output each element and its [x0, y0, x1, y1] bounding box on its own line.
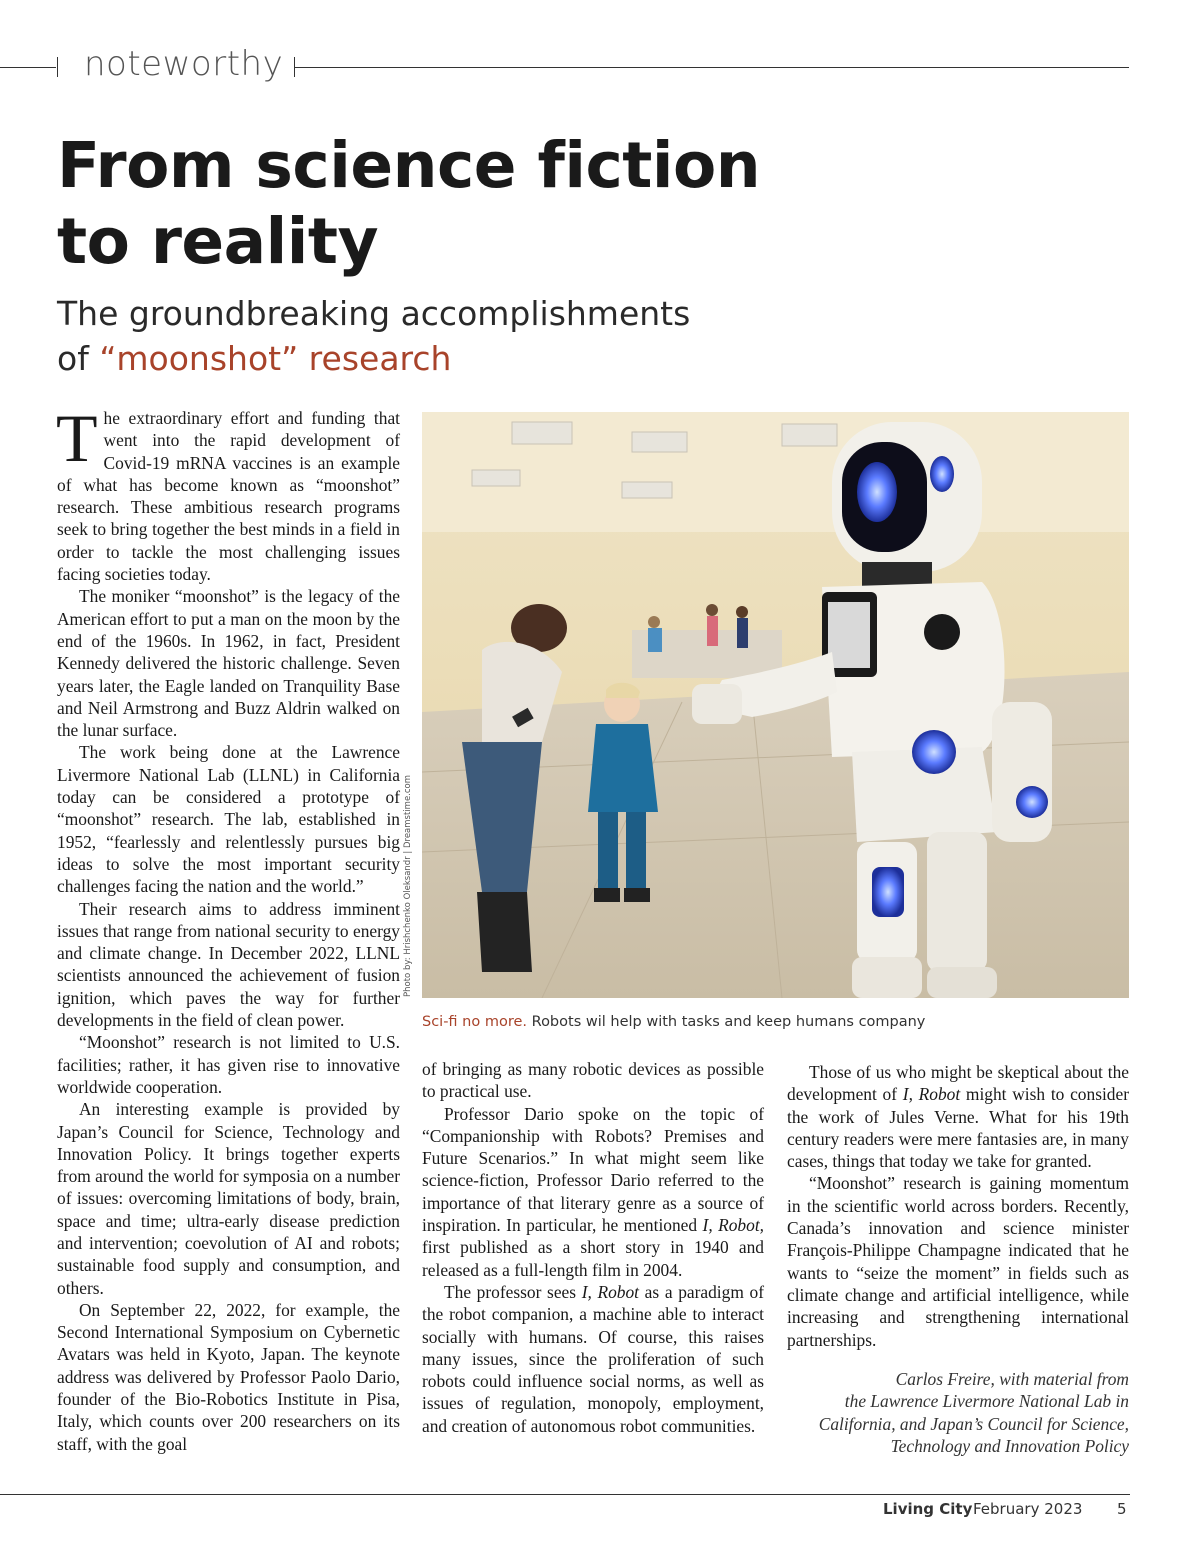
magazine-name: Living City	[883, 1500, 973, 1518]
article-title	[57, 128, 817, 280]
robot-photo	[422, 412, 1129, 998]
paragraph-10-text-a: The professor sees	[444, 1281, 582, 1302]
paragraph-1-text: he extraordinary effort and funding that went into the rapid development of Covid-19 mRNA vaccines is an example of what has become known as “moonshot” research. These ambitious research programs seek to bring together the best minds in a field in order to tackle the most challenging issues facing societies today.	[57, 408, 400, 585]
subtitle-accent: “moonshot” research	[99, 339, 452, 378]
signature-line-2: the Lawrence Livermore National Lab in	[844, 1391, 1129, 1412]
robot-photo-illustration	[422, 412, 1129, 998]
paragraph-6: An interesting example is provided by Japan’s Council for Science, Technology and Innovation Policy. It brings together experts from around the world for symposia on a number of issues: overcoming limitations of body, brain, space and time; ultra-early disease prediction and intervention; coevolution of AI and robots; sustainable food supply and consumption, and others.	[57, 1099, 400, 1298]
paragraph-1	[56, 400, 400, 585]
paragraph-5: “Moonshot” research is not limited to U.S. facilities; rather, it has given rise to innovative worldwide cooperation.	[57, 1032, 400, 1097]
paragraph-10-text-b: as a paradigm of the robot companion, a machine able to interact socially with humans. Of course, this raises many issues, since the proliferation of such robots could influence social norms, as well as issues of regulation, monopoly, employment, and creation of autonomous robot communities.	[422, 1281, 764, 1436]
paragraph-9	[422, 1103, 764, 1281]
issue-date: February 2023	[973, 1500, 1083, 1518]
paragraph-9-text-a: Professor Dario spoke on the topic of “Companionship with Robots? Premises and Future Scenarios.” In what might seem like science-fiction, Professor Dario referred to the importance of that literary genre as a source of inspiration. In particular, he mentioned	[422, 1103, 764, 1236]
footer-rule	[0, 1494, 1130, 1495]
paragraph-4: Their research aims to address imminent issues that range from national security to energy and climate change. In December 2022, LLNL scientists announced the achievement of fusion ignition, which paves the way for further developments in the field of clean power.	[57, 898, 400, 1031]
photo-credit: Photo by: Hrishchenko Oleksandr | Dreamstime.com	[403, 774, 413, 997]
paragraph-11-text-a: Those of us who might be skeptical about the development of	[787, 1062, 1129, 1105]
paragraph-8: of bringing as many robotic devices as possible to practical use.	[422, 1059, 764, 1102]
signature-line-4: Technology and Innovation Policy	[890, 1435, 1129, 1456]
drop-cap: T	[56, 400, 98, 476]
subtitle-prefix: of	[57, 339, 100, 378]
book-title-i-robot: I, Robot	[581, 1281, 640, 1302]
paragraph-11-text-b: might wish to consider the work of Jules Verne. What for his 19th century readers were mere fantasies are, in many cases, things that today we take for granted.	[787, 1084, 1129, 1172]
section-label: noteworthy	[84, 44, 284, 84]
subtitle-line-1: The groundbreaking accomplishments	[57, 294, 691, 333]
article-subtitle	[57, 291, 817, 381]
article-column-2	[422, 1058, 764, 1437]
page-number: 5	[1117, 1500, 1127, 1518]
title-line-1: From science fiction	[57, 129, 761, 202]
section-rule-tick-left	[57, 57, 58, 77]
title-line-2: to reality	[57, 205, 379, 278]
paragraph-3: The work being done at the Lawrence Livermore National Lab (LLNL) in California today can be considered a prototype of “moonshot” research. The lab, established in 1952, “fearlessly and relentlessly pursues big ideas to solve the most important security challenges facing the nation and the world.”	[57, 742, 400, 897]
signature-line-3: California, and Japan’s Council for Science,	[818, 1413, 1129, 1434]
author-signature	[787, 1368, 1129, 1457]
paragraph-2: The moniker “moonshot” is the legacy of the American effort to put a man on the moon by the end of the 1960s. In 1962, in fact, President Kennedy delivered the historic challenge. Seven years later, the Eagle landed on Tranquility Base and Neil Armstrong and Buzz Aldrin walked on the lunar surface.	[57, 586, 400, 741]
paragraph-11	[787, 1061, 1129, 1172]
section-rule-left	[0, 67, 56, 68]
caption-text: Robots wil help with tasks and keep humans company	[527, 1014, 926, 1030]
article-column-1	[56, 400, 400, 1455]
paragraph-10	[422, 1281, 764, 1437]
paragraph-12: “Moonshot” research is gaining momentum in the scientific world across borders. Recently, Canada’s innovation and science minister François-Philippe Champagne indicated that he wants to “seize the moment” in fields such as climate change and artificial intelligence, while increasing and strengthening international partnerships.	[787, 1173, 1129, 1350]
paragraph-7: On September 22, 2022, for example, the Second International Symposium on Cybernetic Avatars was held in Kyoto, Japan. The keynote address was delivered by Professor Paolo Dario, founder of the Bio-Robotics Institute in Pisa, Italy, which counts over 200 researchers on its staff, with the goal	[57, 1299, 400, 1454]
book-title-i-robot: I, Robot,	[702, 1215, 764, 1236]
photo-caption	[422, 1014, 1129, 1030]
caption-label: Sci-fi no more.	[422, 1014, 528, 1030]
section-rule-right	[295, 67, 1129, 68]
book-title-i-robot: I, Robot	[902, 1084, 961, 1105]
signature-line-1: Carlos Freire, with material from	[895, 1369, 1129, 1389]
article-column-3	[787, 1061, 1129, 1351]
paragraph-9-text-b: first published as a short story in 1940 and released as a full-length film in 2004.	[422, 1237, 764, 1280]
subtitle-line-2	[57, 336, 817, 381]
